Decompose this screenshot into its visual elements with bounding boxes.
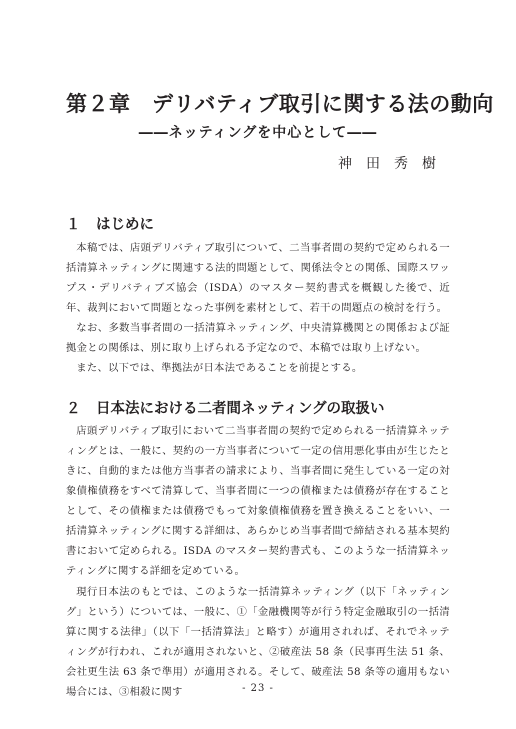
paragraph: 現行日本法のもとでは、このような一括清算ネッティング（以下「ネッティング」という）については、一般に、①「金融機関等が行う特定金融取引の一括清算に関する法律」（以下「一括清算法」と略す）が適用されれば、それでネッティングが行われ、これが適用されないと、②破産法 58 条（民事再生法 51 条、会社更生法 63 条で準用）が適用される。そして、破産法 58 条等の適用もない場合には、③相殺に関す bbox=[66, 586, 450, 698]
chapter-subtitle: ――ネッティングを中心として―― bbox=[138, 125, 378, 141]
section-title: 日本法における二者間ネッティングの取扱い bbox=[96, 401, 385, 417]
paragraph: また、以下では、準拠法が日本法であることを前提とする。 bbox=[76, 362, 363, 374]
paragraph: なお、多数当事者間の一括清算ネッティング、中央清算機関との関係および証拠金との関係は、別に取り上げられる予定なので、本稿では取り上げない。 bbox=[66, 322, 450, 354]
page-number: - 23 - bbox=[242, 683, 274, 694]
author-name: 神田秀樹 bbox=[338, 156, 450, 172]
chapter-title: 第２章 デリバティブ取引に関する法の動向 bbox=[66, 92, 494, 116]
paragraph: 店頭デリバティブ取引において二当事者間の契約で定められる一括清算ネッティングとは、一般に、契約の一方当事者について一定の信用悪化事由が生じたときに、自動的または他方当事者の請求により、当事者間に発生している一定の対象債権債務をすべて清算して、当事者間に一つの債権または債務が存在することとして、その債権または債務でもって対象債権債務を置き換えることをいい、一括清算ネッティングに関する詳細は、あらかじめ当事者間で締結される基本契約書において定められる。ISDA のマスター契約書式も、このような一括清算ネッティングに関する詳細を定めている。 bbox=[66, 425, 450, 577]
paragraph: 本稿では、店頭デリバティブ取引について、二当事者間の契約で定められる一括清算ネッティングに関連する法的問題として、関係法令との関係、国際スワップス・デリバティブズ協会（ISDA）のマスター契約書式を概観した後で、近年、裁判において問題となった事例を素材として、若干の問題点の検討を行う。 bbox=[66, 242, 450, 314]
section-heading-japanese-law bbox=[66, 397, 385, 418]
section-title: はじめに bbox=[96, 217, 154, 233]
section-heading-introduction bbox=[66, 213, 154, 234]
section-number: １ bbox=[66, 217, 81, 233]
section-number: ２ bbox=[66, 401, 81, 417]
